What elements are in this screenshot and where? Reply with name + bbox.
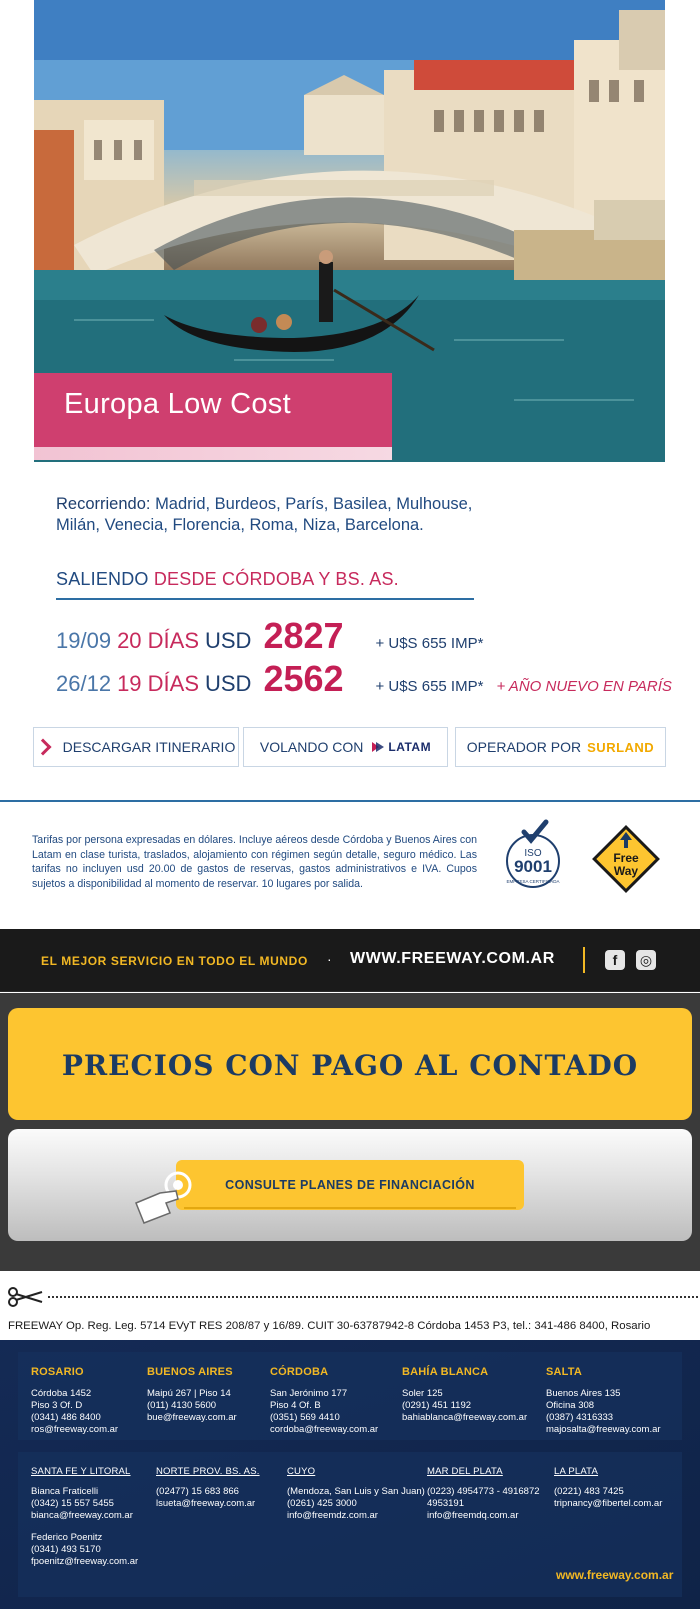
- footer-website-link[interactable]: www.freeway.com.ar: [556, 1568, 674, 1582]
- office-line: Córdoba 1452: [31, 1388, 92, 1399]
- latam-name: LATAM: [388, 740, 432, 754]
- office-santa-fe: [31, 1466, 138, 1568]
- office-line: (Mendoza, San Luis y San Juan): [287, 1486, 425, 1497]
- office-email[interactable]: cordoba@freeway.com.ar: [270, 1424, 379, 1435]
- office-name: CÓRDOBA: [270, 1366, 329, 1378]
- hero-banner-shadow: [34, 446, 392, 460]
- departing-underline: [56, 598, 474, 600]
- office-name: LA PLATA: [554, 1466, 599, 1477]
- price-row: [56, 615, 483, 655]
- office-line: 4953191: [427, 1498, 464, 1509]
- price-currency: USD: [205, 628, 252, 653]
- office-line: Maipú 267 | Piso 14: [147, 1388, 231, 1399]
- office-email[interactable]: bianca@freeway.com.ar: [31, 1510, 133, 1521]
- price-date: 26/12: [56, 671, 112, 696]
- office-name: NORTE PROV. BS. AS.: [156, 1466, 260, 1477]
- office-email[interactable]: info@freemdq.com.ar: [427, 1510, 519, 1521]
- office-email[interactable]: majosalta@freeway.com.ar: [546, 1424, 661, 1435]
- price-days: 19 DÍAS: [117, 671, 199, 696]
- office-cordoba: [270, 1366, 378, 1436]
- logo-line2: Way: [613, 864, 639, 878]
- terms-text: Tarifas por persona expresadas en dólares. Incluye aéreos desde Córdoba y Buenos Aires con Latam en clase turista, traslados, alojamiento con régimen según detalle, seguro médico. Las tarifas no incluyen usd 20.00 de gastos de reservas, gastos administrativos e IVA. Cupos sujetos a disponibilidad al momento de reservar. 10 lugares por salida.: [32, 834, 477, 890]
- download-itinerary-label: DESCARGAR ITINERARIO: [62, 739, 236, 755]
- office-line: (0341) 493 5170: [31, 1544, 101, 1555]
- financing-button-underline: [184, 1207, 516, 1209]
- office-line: (0342) 15 557 5455: [31, 1498, 114, 1509]
- departing-heading: [56, 569, 399, 590]
- office-rosario: [31, 1366, 118, 1436]
- office-line: Bianca Fraticelli: [31, 1486, 99, 1497]
- office-email[interactable]: fpoenitz@freeway.com.ar: [31, 1556, 139, 1567]
- route-cities: Madrid, Burdeos, París, Basilea, Mulhouse, Milán, Venecia, Florencia, Roma, Niza, Barcelona.: [56, 495, 473, 534]
- office-la-plata: [554, 1466, 662, 1510]
- office-line: (0291) 451 1192: [402, 1400, 472, 1411]
- office-line: Piso 3 Of. D: [31, 1400, 83, 1411]
- flying-with-label: VOLANDO CON: [259, 739, 364, 755]
- office-name: CUYO: [287, 1466, 316, 1477]
- operator-label: OPERADOR POR: [466, 739, 582, 755]
- office-email[interactable]: bue@freeway.com.ar: [147, 1412, 237, 1423]
- facebook-icon[interactable]: f: [605, 950, 625, 970]
- office-buenos-aires: [147, 1366, 237, 1424]
- pointing-hand-icon: [130, 1169, 200, 1229]
- iso-9001-badge: [500, 818, 566, 890]
- hero-title: Europa Low Cost: [64, 388, 291, 420]
- office-name: ROSARIO: [31, 1366, 84, 1378]
- price-days: 20 DÍAS: [117, 628, 199, 653]
- office-line: San Jerónimo 177: [270, 1388, 348, 1399]
- separator-dot: ·: [327, 951, 332, 967]
- download-itinerary-button[interactable]: [33, 727, 239, 767]
- website-link[interactable]: WWW.FREEWAY.COM.AR: [350, 950, 555, 967]
- office-email[interactable]: ros@freeway.com.ar: [31, 1424, 119, 1435]
- service-tagline: EL MEJOR SERVICIO EN TODO EL MUNDO: [41, 954, 308, 968]
- freeway-logo: [585, 818, 667, 900]
- office-cuyo: [287, 1466, 425, 1522]
- service-bar: [0, 929, 700, 992]
- payment-section: [0, 993, 700, 1271]
- office-line: Oficina 308: [546, 1400, 595, 1411]
- iso-caption: EMPRESA CERTIFICADA: [506, 879, 560, 884]
- price-date: 19/09: [56, 628, 112, 653]
- instagram-icon[interactable]: ◎: [636, 950, 656, 970]
- price-amount: 2827: [263, 615, 344, 656]
- office-email[interactable]: info@freemdz.com.ar: [287, 1510, 378, 1521]
- cut-line: [0, 1287, 700, 1307]
- route-description: [56, 494, 496, 536]
- surland-logo: SURLAND: [587, 739, 655, 755]
- office-email[interactable]: lsueta@freeway.com.ar: [156, 1498, 256, 1509]
- office-email[interactable]: bahiablanca@freeway.com.ar: [402, 1412, 528, 1423]
- office-line: Buenos Aires 135: [546, 1388, 621, 1399]
- cash-price-banner: [8, 1008, 692, 1120]
- office-name: BUENOS AIRES: [147, 1366, 233, 1378]
- scissors-icon: [6, 1287, 46, 1307]
- chevron-right-icon: [34, 739, 51, 756]
- latam-logo: [371, 740, 431, 754]
- departing-prefix: SALIENDO: [56, 569, 149, 589]
- legal-text: FREEWAY Op. Reg. Leg. 5714 EVyT RES 208/87 y 16/89. CUIT 30-63787942-8 Córdoba 1453 P3, tel.: 341-486 8400, Rosario: [8, 1320, 651, 1332]
- office-name: BAHÍA BLANCA: [402, 1366, 489, 1378]
- cash-price-headline: PRECIOS CON PAGO AL CONTADO: [61, 1049, 639, 1082]
- office-line: Soler 125: [402, 1388, 443, 1399]
- office-line: (0261) 425 3000: [287, 1498, 357, 1509]
- operator-surland-button[interactable]: [455, 727, 666, 767]
- office-salta: [546, 1366, 661, 1436]
- route-label: Recorriendo:: [56, 495, 151, 513]
- price-tax: + U$S 655 IMP*: [375, 678, 484, 695]
- office-line: Federico Poenitz: [31, 1532, 103, 1543]
- price-row: [56, 658, 672, 698]
- office-spacer: [31, 1522, 138, 1532]
- price-tax: + U$S 655 IMP*: [375, 635, 484, 652]
- vertical-separator: [583, 947, 585, 973]
- office-bahia-blanca: [402, 1366, 527, 1424]
- financing-button[interactable]: CONSULTE PLANES DE FINANCIACIÓN: [176, 1160, 524, 1210]
- office-line: (02477) 15 683 866: [156, 1486, 239, 1497]
- office-norte-bs-as: [156, 1466, 260, 1510]
- office-name: SANTA FE Y LITORAL: [31, 1466, 131, 1477]
- office-line: (0351) 569 4410: [270, 1412, 340, 1423]
- office-name: MAR DEL PLATA: [427, 1466, 503, 1477]
- offices-section: [0, 1340, 700, 1609]
- office-name: SALTA: [546, 1366, 583, 1378]
- departing-origin: DESDE CÓRDOBA Y BS. AS.: [153, 569, 399, 589]
- price-extra-note: + AÑO NUEVO EN PARÍS: [496, 678, 672, 695]
- office-line: (0387) 4316333: [546, 1412, 614, 1423]
- latam-mark-icon: [371, 741, 385, 753]
- price-currency: USD: [205, 671, 252, 696]
- logo-line1: Free: [613, 851, 639, 865]
- office-line: Piso 4 Of. B: [270, 1400, 321, 1411]
- dotted-line: [48, 1296, 698, 1298]
- office-line: (0223) 4954773 - 4916872: [427, 1486, 540, 1497]
- office-line: (0341) 486 8400: [31, 1412, 101, 1423]
- financing-panel: [8, 1129, 692, 1241]
- iso-number: 9001: [514, 857, 552, 876]
- office-line: (011) 4130 5600: [147, 1400, 217, 1411]
- office-line: (0221) 483 7425: [554, 1486, 624, 1497]
- office-mar-del-plata: [427, 1466, 540, 1522]
- flying-with-latam-button[interactable]: [243, 727, 448, 767]
- section-divider: [0, 800, 700, 802]
- office-email[interactable]: tripnancy@fibertel.com.ar: [554, 1498, 663, 1509]
- price-amount: 2562: [263, 658, 344, 699]
- iso-label: ISO: [524, 848, 542, 859]
